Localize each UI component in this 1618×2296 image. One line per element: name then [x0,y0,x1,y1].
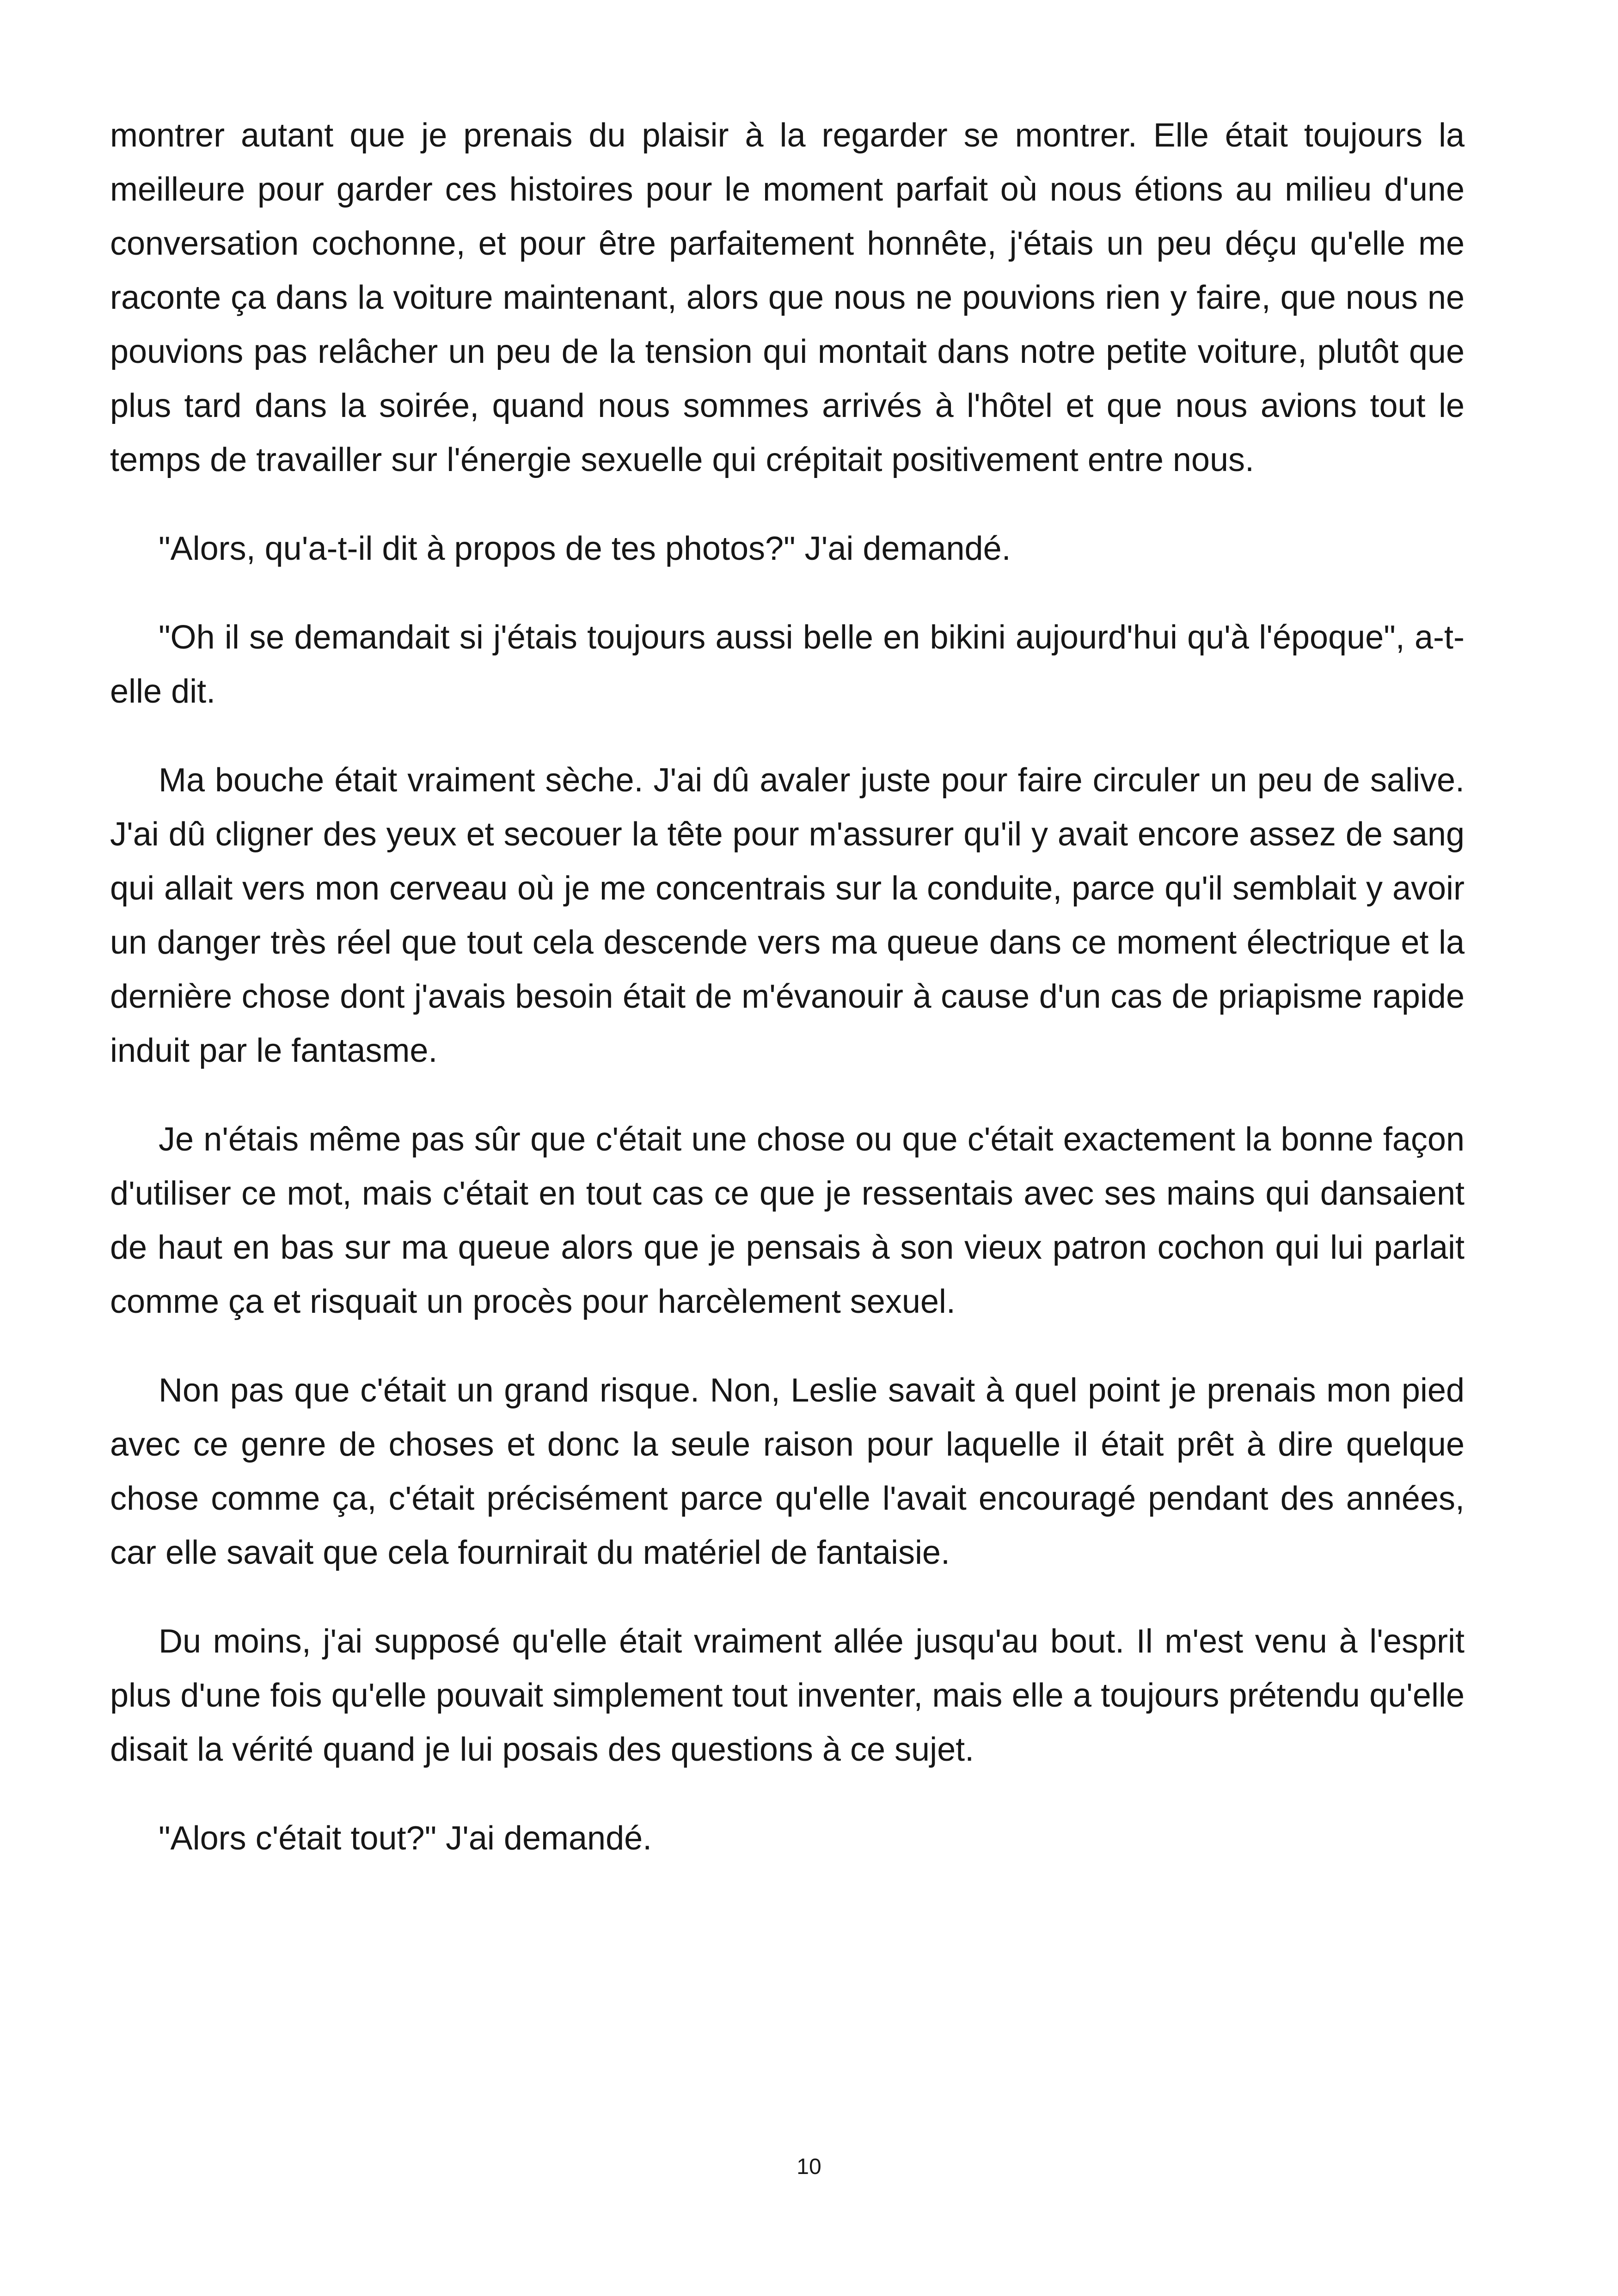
page-number: 10 [797,2155,821,2179]
page-body-text [110,109,1465,1900]
paragraph-dialogue-tout: "Alors c'était tout?" J'ai demandé. [159,1820,652,1857]
paragraph-not-sure: Je n'étais même pas sûr que c'était une chose ou que c'était exactement la bonne façon d'utiliser ce mot, mais c'était en tout cas ce que je ressentais avec ses mains qui dansaient de haut en bas sur ma queue alors que je pensais à son vieux patron cochon qui lui parlait comme ça et risquait un procès pour harcèlement sexuel. [110,1121,1465,1320]
paragraph-dialogue-bikini: "Oh il se demandait si j'étais toujours aussi belle en bikini aujourd'hui qu'à l'époque", a-t-elle dit. [110,619,1465,710]
paragraph-continuation: montrer autant que je prenais du plaisir à la regarder se montrer. Elle était toujours la meilleure pour garder ces histoires pour le moment parfait où nous étions au milieu d'une conversation cochonne, et pour être parfaitement honnête, j'étais un peu déçu qu'elle me raconte ça dans la voiture maintenant, alors que nous ne pouvions rien y faire, que nous ne pouvions pas relâcher un peu de la tension qui montait dans notre petite voiture, plutôt que plus tard dans la soirée, quand nous sommes arrivés à l'hôtel et que nous avions tout le temps de travailler sur l'énergie sexuelle qui crépitait positivement entre nous. [110,117,1465,478]
paragraph-dialogue-photos: "Alors, qu'a-t-il dit à propos de tes photos?" J'ai demandé. [159,530,1011,567]
paragraph-not-a-risk: Non pas que c'était un grand risque. Non, Leslie savait à quel point je prenais mon pied avec ce genre de choses et donc la seule raison pour laquelle il était prêt à dire quelque chose comme ça, c'était précisément parce qu'elle l'avait encouragé pendant des années, car elle savait que cela fournirait du matériel de fantaisie. [110,1372,1465,1571]
paragraph-dry-mouth: Ma bouche était vraiment sèche. J'ai dû avaler juste pour faire circuler un peu de salive. J'ai dû cligner des yeux et secouer la tête pour m'assurer qu'il y avait encore assez de sang qui allait vers mon cerveau où je me concentrais sur la conduite, parce qu'il semblait y avoir un danger très réel que tout cela descende vers ma queue dans ce moment électrique et la dernière chose dont j'avais besoin était de m'évanouir à cause d'un cas de priapisme rapide induit par le fantasme. [110,762,1465,1069]
paragraph-supposed: Du moins, j'ai supposé qu'elle était vraiment allée jusqu'au bout. Il m'est venu à l'esprit plus d'une fois qu'elle pouvait simplement tout inventer, mais elle a toujours prétendu qu'elle disait la vérité quand je lui posais des questions à ce sujet. [110,1623,1465,1768]
